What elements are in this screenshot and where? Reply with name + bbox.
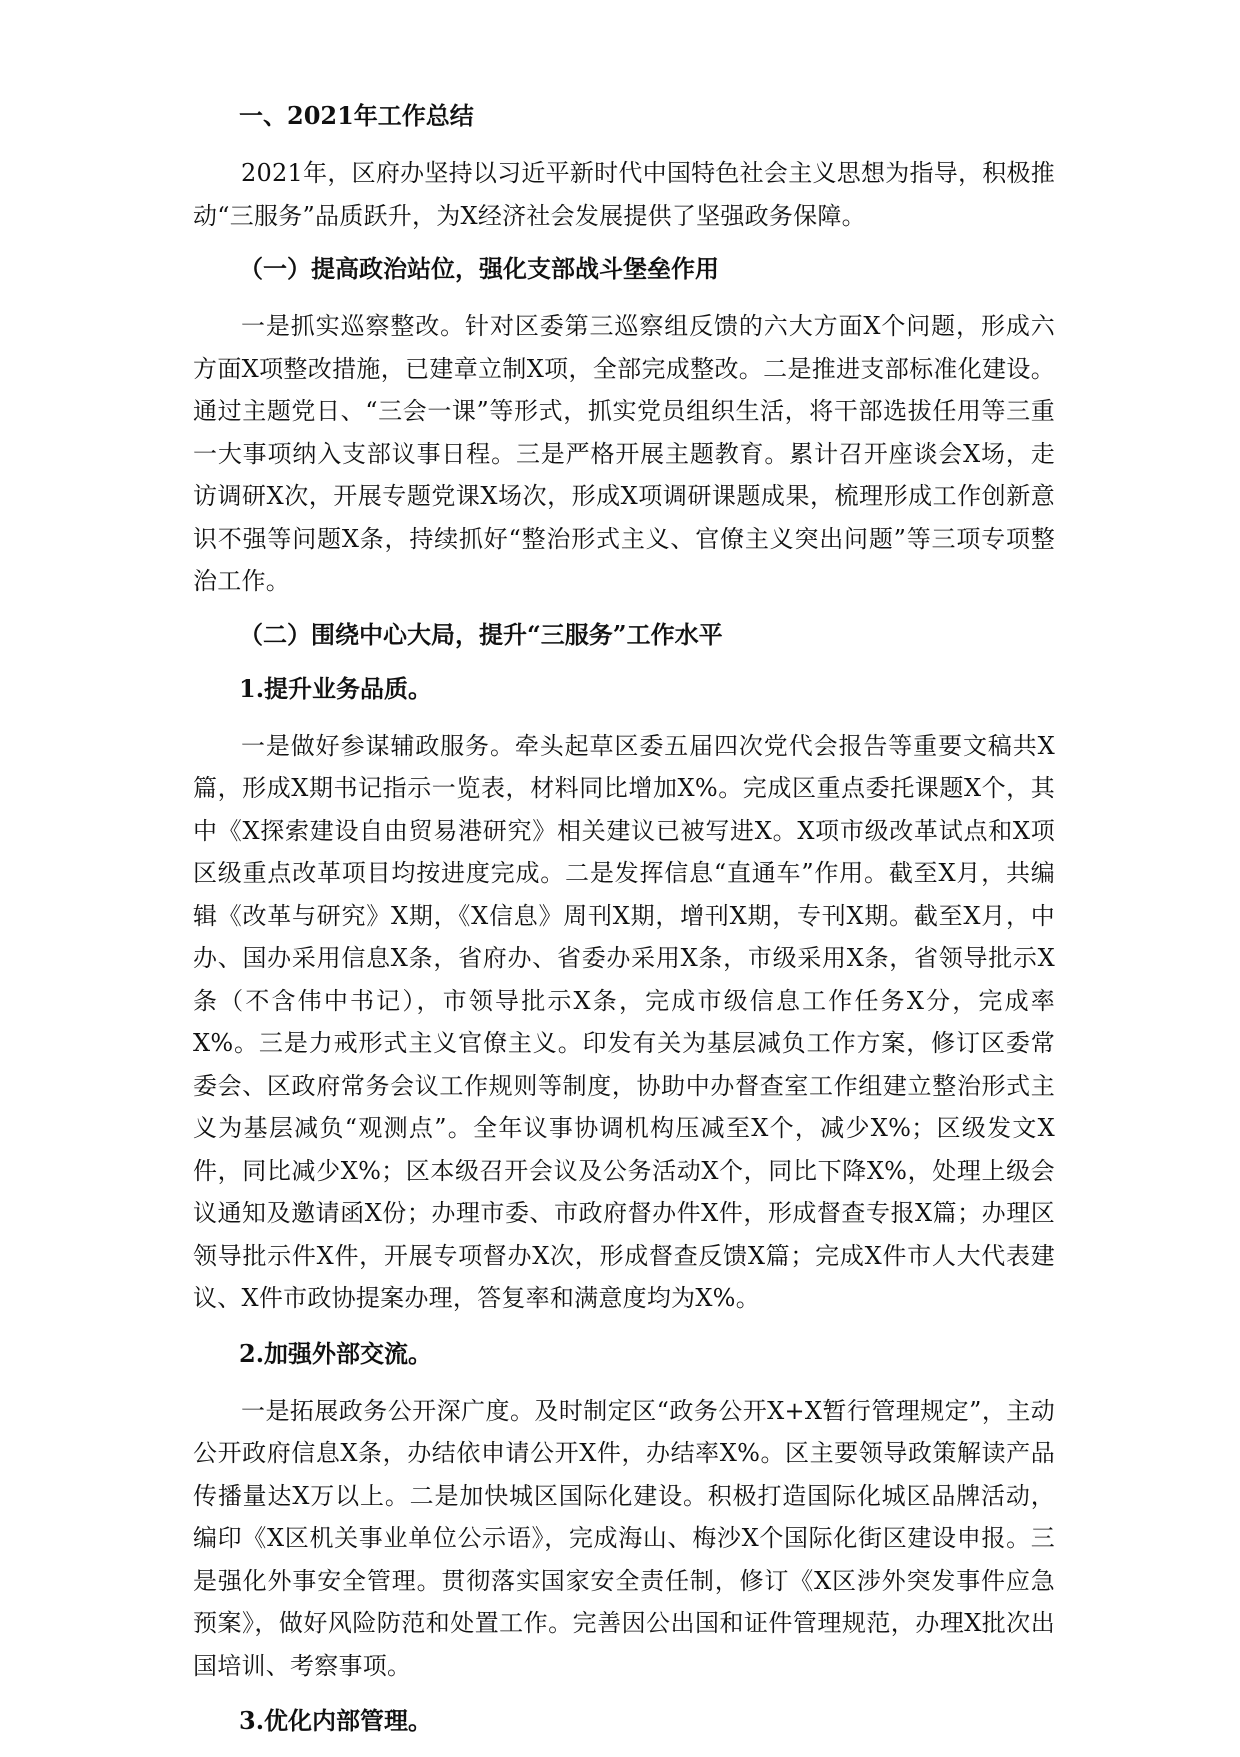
subsection-heading-political-standing: （一）提高政治站位，强化支部战斗堡垒作用: [239, 254, 719, 283]
item-heading-business-quality: 1.提升业务品质。: [239, 673, 433, 703]
item-heading-external-exchange: 2.加强外部交流。: [239, 1338, 433, 1368]
business-quality-paragraph: 一是做好参谋辅政服务。牵头起草区委五届四次党代会报告等重要文稿共X篇，形成X期书记指示一览表，材料同比增加X%。完成区重点委托课题X个，其中《X探索建设自由贸易港研究》相关建议已被写进X。X项市级改革试点和X项区级重点改革项目均按进度完成。二是发挥信息“直通车”作用。截至X月，共编辑《改革与研究》X期，《X信息》周刊X期，增刊X期，专刊X期。截至X月，中办、国办采用信息X条，省府办、省委办采用X条，市级采用X条，省领导批示X条（不含伟中书记），市领导批示X条，完成市级信息工作任务X分，完成率X%。三是力戒形式主义官僚主义。印发有关为基层减负工作方案，修订区委常委会、区政府常务会议工作规则等制度，协助中办督查室工作组建立整治形式主义为基层减负“观测点”。全年议事协调机构压减至X个，减少X%；区级发文X件，同比减少X%；区本级召开会议及公务活动X个，同比下降X%，处理上级会议通知及邀请函X份；办理市委、市政府督办件X件，形成督查专报X篇；办理区领导批示件X件，开展专项督办X次，形成督查反馈X篇；完成X件市人大代表建议、X件市政协提案办理，答复率和满意度均为X%。: [193, 731, 1055, 1312]
subsection-heading-three-services: （二）围绕中心大局，提升“三服务”工作水平: [239, 619, 723, 649]
political-standing-paragraph: 一是抓实巡察整改。针对区委第三巡察组反馈的六大方面X个问题，形成六方面X项整改措施，已建章立制X项，全部完成整改。二是推进支部标准化建设。通过主题党日、“三会一课”等形式，抓实党员组织生活，将干部选拔任用等三重一大事项纳入支部议事日程。三是严格开展主题教育。累计召开座谈会X场，走访调研X次，开展专题党课X场次，形成X项调研课题成果，梳理形成工作创新意识不强等问题X条，持续抓好“整治形式主义、官僚主义突出问题”等三项专项整治工作。: [193, 312, 1055, 595]
intro-paragraph: 2021年，区府办坚持以习近平新时代中国特色社会主义思想为指导，积极推动“三服务”品质跃升，为X经济社会发展提供了坚强政务保障。: [193, 159, 1055, 230]
item-heading-internal-management: 3.优化内部管理。: [239, 1706, 433, 1735]
external-exchange-paragraph: 一是拓展政务公开深广度。及时制定区“政务公开X+X暂行管理规定”，主动公开政府信息X条，办结依申请公开X件，办结率X%。区主要领导政策解读产品传播量达X万以上。二是加快城区国际化建设。积极打造国际化城区品牌活动，编印《X区机关事业单位公示语》，完成海山、梅沙X个国际化街区建设申报。三是强化外事安全管理。贯彻落实国家安全责任制，修订《X区涉外突发事件应急预案》，做好风险防范和处置工作。完善因公出国和证件管理规范，办理X批次出国培训、考察事项。: [193, 1396, 1055, 1680]
section-heading-work-summary: 一、2021年工作总结: [239, 101, 474, 130]
document-body: [193, 82, 1055, 1757]
